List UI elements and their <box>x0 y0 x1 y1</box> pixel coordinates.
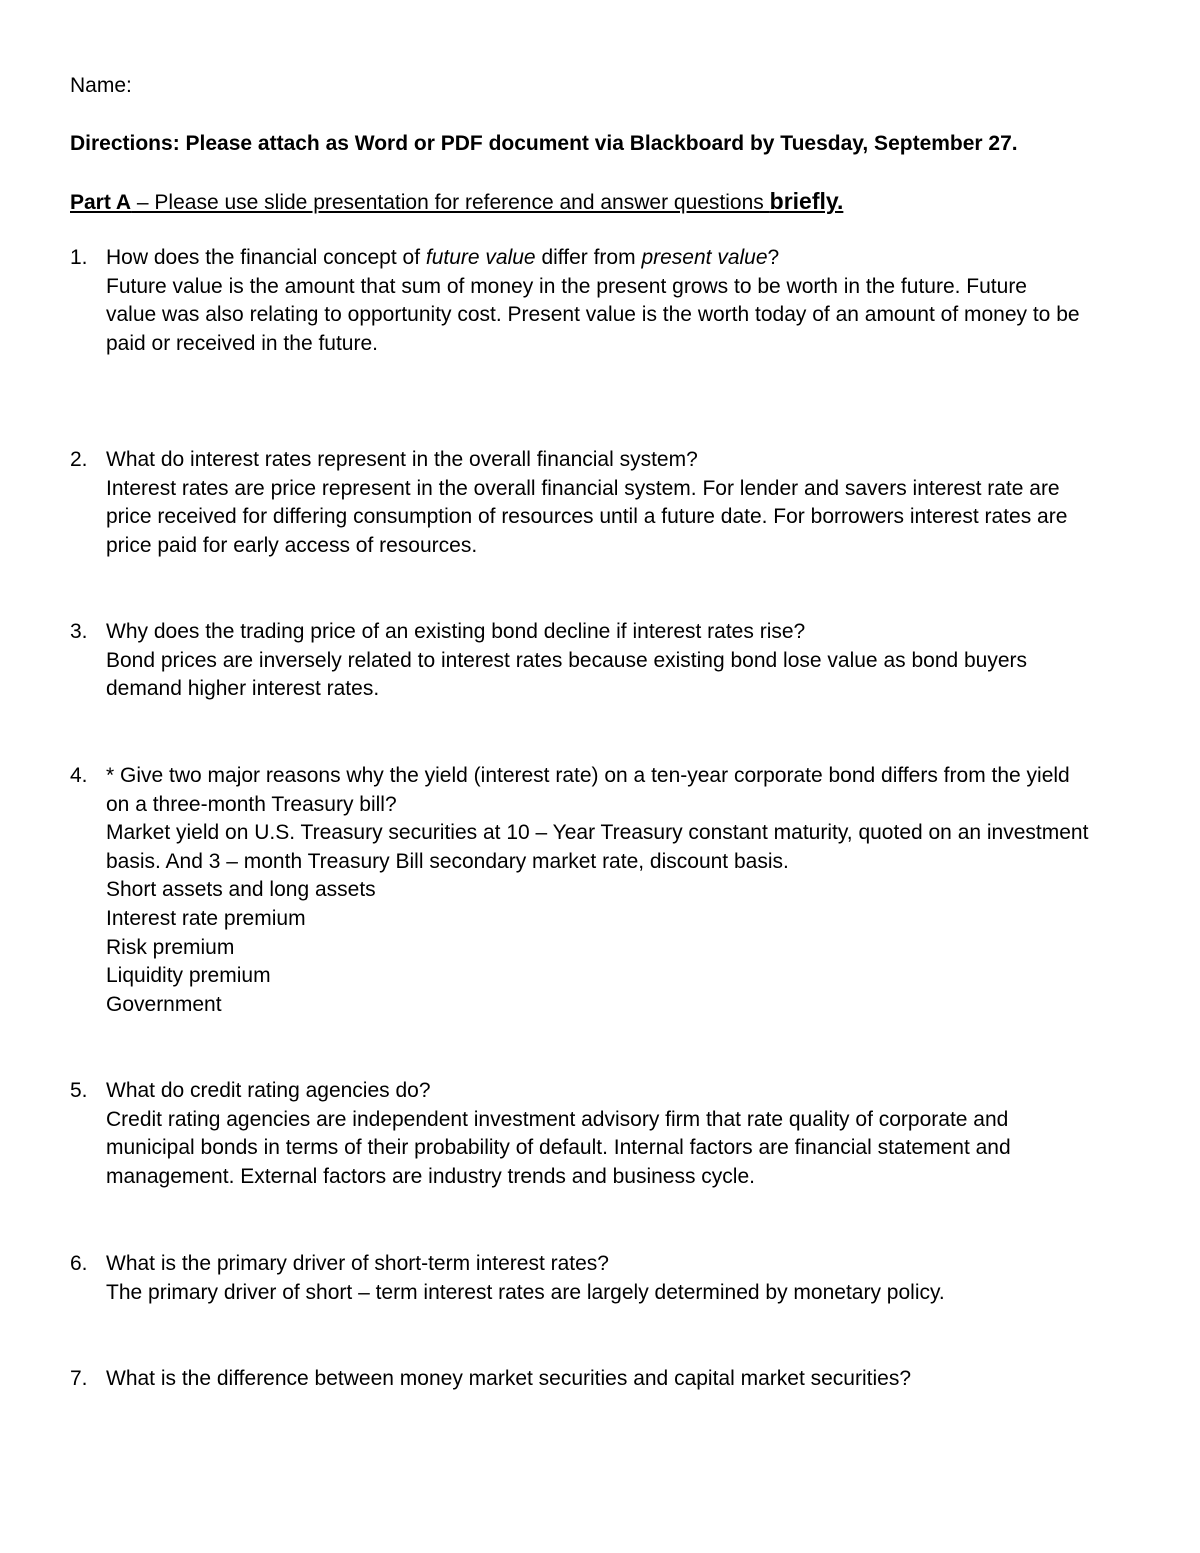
answer-line: Future value is the amount that sum of money in the present grows to be worth in the future. Future <box>106 274 1027 298</box>
question-number: 5. <box>70 1079 88 1102</box>
part-emphasis: briefly. <box>769 188 844 214</box>
part-title <box>70 187 843 217</box>
directions: Directions: Please attach as Word or PDF document via Blackboard by Tuesday, September 27. <box>70 132 1018 155</box>
answer-line: Liquidity premium <box>106 964 271 988</box>
answer-line: paid or received in the future. <box>106 331 378 355</box>
answer-line: Risk premium <box>106 935 235 959</box>
question-number: 1. <box>70 246 88 269</box>
question-text: What is the difference between money market securities and capital market securities? <box>106 1367 911 1390</box>
question-text: What do credit rating agencies do? <box>106 1079 431 1102</box>
answer-line: Short assets and long assets <box>106 878 376 902</box>
question-text: What do interest rates represent in the overall financial system? <box>106 448 698 471</box>
answer-line: demand higher interest rates. <box>106 677 380 701</box>
question-text: on a three-month Treasury bill? <box>106 792 397 816</box>
answer-line: Credit rating agencies are independent investment advisory firm that rate quality of corporate and <box>106 1107 1009 1131</box>
question-text: Why does the trading price of an existing bond decline if interest rates rise? <box>106 620 806 643</box>
question-text: What is the primary driver of short-term interest rates? <box>106 1252 609 1275</box>
part-instructions: – Please use slide presentation for reference and answer questions <box>131 191 770 214</box>
answer-line: Government <box>106 992 222 1016</box>
answer-line: Market yield on U.S. Treasury securities at 10 – Year Treasury constant maturity, quoted on an investment <box>106 821 1089 845</box>
name-label: Name: <box>70 74 132 97</box>
answer-line: price received for differing consumption of resources until a future date. For borrowers interest rates are <box>106 505 1068 529</box>
answer-line: Interest rate premium <box>106 906 306 930</box>
answer-line: value was also relating to opportunity cost. Present value is the worth today of an amount of money to be <box>106 303 1080 327</box>
question-number: 4. <box>70 764 88 787</box>
question-number: 3. <box>70 620 88 643</box>
question-number: 2. <box>70 448 88 471</box>
question-number: 6. <box>70 1252 88 1275</box>
answer-line: The primary driver of short – term interest rates are largely determined by monetary policy. <box>106 1280 945 1304</box>
answer-line: basis. And 3 – month Treasury Bill secondary market rate, discount basis. <box>106 849 789 873</box>
question-number: 7. <box>70 1367 88 1390</box>
answer-line: Bond prices are inversely related to interest rates because existing bond lose value as bond buyers <box>106 648 1028 672</box>
question-text: How does the financial concept of future value differ from present value? <box>106 246 780 269</box>
answer-line: price paid for early access of resources. <box>106 533 478 557</box>
question-text: * Give two major reasons why the yield (interest rate) on a ten-year corporate bond differs from the yield <box>106 764 1070 787</box>
part-label: Part A <box>70 191 132 214</box>
answer-line: management. External factors are industry trends and business cycle. <box>106 1164 755 1188</box>
answer-line: Interest rates are price represent in the overall financial system. For lender and savers interest rate are <box>106 476 1060 500</box>
answer-line: municipal bonds in terms of their probability of default. Internal factors are financial statement and <box>106 1136 1011 1160</box>
